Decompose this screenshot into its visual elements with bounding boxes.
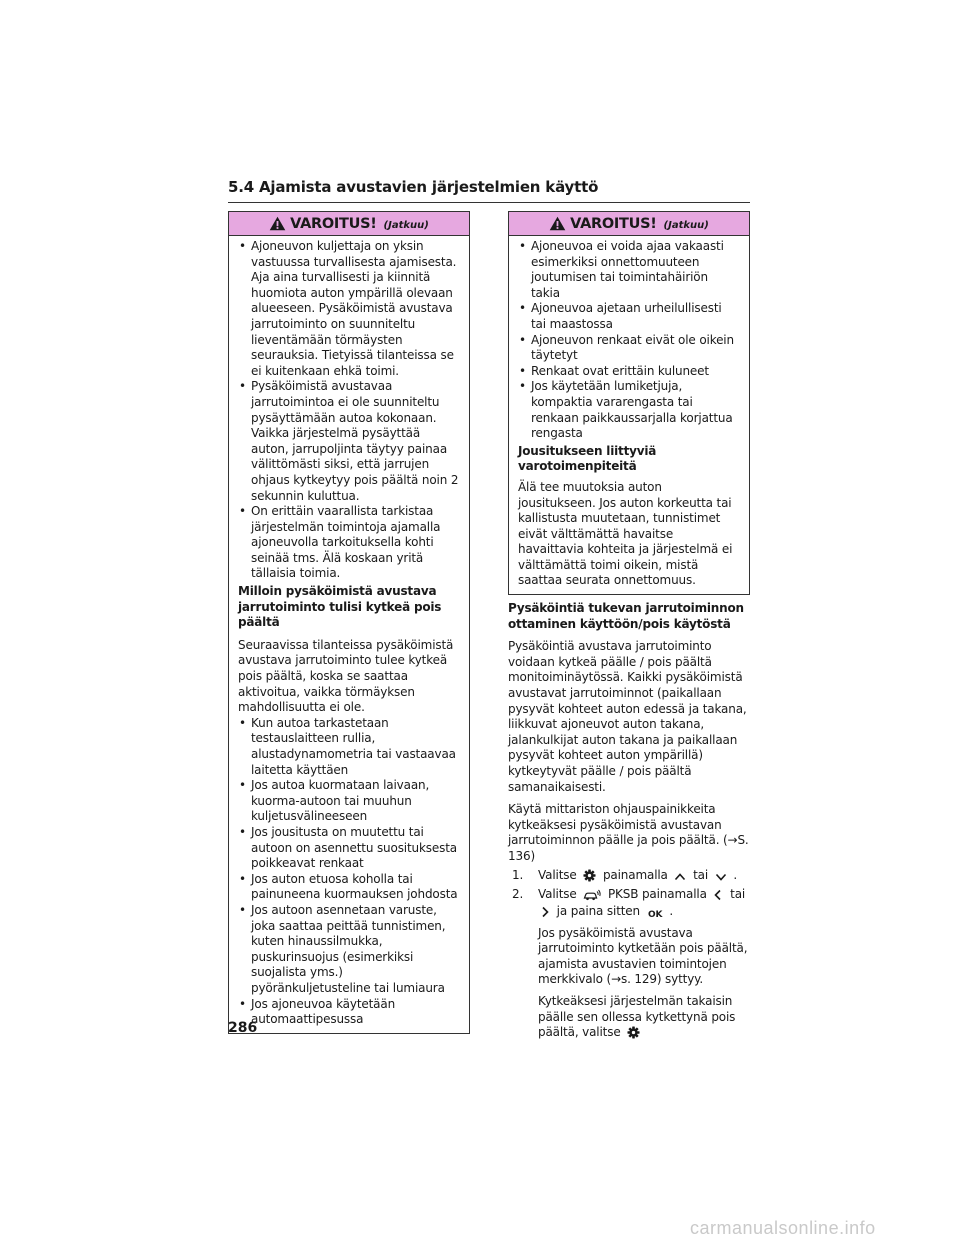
left-column (228, 211, 470, 1034)
gear-icon (627, 1026, 640, 1039)
svg-text:OK: OK (647, 909, 662, 918)
list-item: • Kun autoa tarkastetaan testauslaitteen rullia, alustadynamometria tai vastaavaa laitetta käyttäen (238, 716, 459, 778)
step-text: . (669, 903, 674, 918)
section-paragraph-2: Käytä mittariston ohjauspainikkeita kytkeäksesi pysäköimistä avustavan jarrutoiminnon päälle ja pois päältä. (→S. 136) (508, 802, 749, 863)
section-paragraph-1: Pysäköintiä avustava jarrutoiminto voidaan kytkeä päälle / pois päältä monitoiminäytössä. Kaikki pysäköimistä avustavat jarrutoiminnot (paikallaan pysyvät kohteet auton edessä ja takana, liikkuvat ajoneuvot auton takana, jalankulkijat auton takana ja paikallaan pysyvät kohteet auton ympärillä) kytkeytyvät päälle / pois päältä samanaikaisesti. (508, 639, 747, 794)
warning-bullets-right (518, 239, 739, 442)
step-text: tai (730, 886, 746, 901)
step-text: PKSB painamalla (607, 886, 707, 901)
step-number: 2. (512, 886, 524, 901)
warning-body-right (509, 236, 749, 594)
warning-box-right (508, 211, 750, 595)
paragraph-disable: Seuraavissa tilanteissa pysäköimistä avustava jarrutoiminto tulee kytkeä pois päältä, koska se saattaa aktivoitua, vaikka törmäyksen mahdollisuutta ei ole. (238, 637, 454, 715)
header-divider (228, 202, 750, 203)
step-2 (508, 886, 750, 920)
paragraph-suspension: Älä tee muutoksia auton jousitukseen. Jos auton korkeutta tai kallistusta muutetaan, tunnistimet eivät välttämättä havaitse havaittavia kohteita ja järjestelmä ei välttämättä toimi oikein, mistä saattaa seurata onnettomuus. (518, 479, 733, 588)
chevron-down-icon (715, 872, 727, 882)
warning-title: VAROITUS! (290, 215, 377, 232)
right-column (508, 211, 750, 1041)
step-text: Valitse (538, 886, 577, 901)
car-sensor-icon (583, 889, 601, 901)
step-2-note-1: Jos pysäköimistä avustava jarrutoiminto kytketään pois päältä, ajamista avustavien toimintojen merkkivalo (→s. 129) syttyy. (538, 925, 748, 987)
watermark: carmanualsonline.info (690, 1218, 876, 1238)
situations-list (238, 716, 459, 1028)
list-item: • Pysäköimistä avustavaa jarrutoimintoa ei ole suunniteltu pysäyttämään autoa kokonaan. Vaikka järjestelmä pysäyttää auton, jarrupoljinta täytyy painaa välittömästi siksi, että jarrujen ohjaus kytkeytyy pois päältä noin 2 sekunnin kuluttua. (238, 379, 459, 504)
warning-continued: (Jatkuu) (663, 219, 709, 231)
ok-button-icon (647, 908, 663, 918)
step-text: tai (693, 867, 709, 882)
step-text: Kytkeäksesi järjestelmän takaisin päälle sen ollessa kytkettynä pois päältä, valitse (538, 993, 736, 1040)
list-item: • Ajoneuvon renkaat eivät ole oikein täytetyt (518, 333, 739, 364)
list-item: • Jos ajoneuvoa käytetään automaattipesussa (238, 997, 459, 1028)
list-item: • Jos käytetään lumiketjuja, kompaktia vararengasta tai renkaan paikkaussarjalla korjattua rengasta (518, 379, 739, 441)
list-item: • Jos autoon asennetaan varuste, joka saattaa peittää tunnistimen, kuten hinaussilmukka, puskurinsuojus (esimerkiksi suojalista yms.) pyöränkuljetusteline tai lumiaura (238, 903, 459, 997)
list-item: • Jos autoa kuormataan laivaan, kuorma-autoon tai muuhun kuljetusvälineeseen (238, 778, 459, 825)
list-item: • Ajoneuvoa ajetaan urheilullisesti tai maastossa (518, 301, 739, 332)
step-2-note-2 (508, 994, 750, 1041)
warning-box-left (228, 211, 470, 1034)
warning-header-right (509, 212, 749, 236)
chevron-left-icon (713, 889, 723, 901)
list-item: • Ajoneuvoa ei voida ajaa vakaasti esimerkiksi onnettomuuteen joutumisen tai toimintahäiriön takia (518, 239, 739, 301)
step-number: 1. (512, 867, 524, 882)
subheading-suspension: Jousitukseen liittyviä varotoimenpiteitä (518, 443, 657, 474)
warning-continued: (Jatkuu) (383, 219, 429, 231)
gear-icon (583, 869, 596, 882)
step-text: ja paina sitten (556, 903, 640, 918)
step-1 (508, 867, 750, 884)
subheading-disable: Milloin pysäköimistä avustava jarrutoiminto tulisi kytkeä pois päältä (238, 584, 442, 630)
warning-body-left (229, 236, 469, 1033)
list-item: • Jos auton etuosa koholla tai painuneena kuormauksen johdosta (238, 872, 459, 903)
list-item: • Ajoneuvon kuljettaja on yksin vastuussa turvallisesta ajamisesta. Aja aina turvallisesti ja kiinnitä huomiota auton ympärillä olevaan alueeseen. Pysäköimistä avustava jarrutoiminto on suunniteltu lieventämään törmäysten seurauksia. Tietyissä tilanteissa se ei kuitenkaan ehkä toimi. (238, 239, 459, 379)
page-number: 286 (228, 1020, 258, 1036)
step-text: painamalla (602, 867, 668, 882)
warning-header-left (229, 212, 469, 236)
section-heading: Pysäköintiä tukevan jarrutoiminnon ottaminen käyttöön/pois käytöstä (508, 601, 744, 631)
list-item: • On erittäin vaarallista tarkistaa järjestelmän toimintoja ajamalla ajoneuvolla tarkoituksella kohti seinää tms. Älä koskaan yritä tällaisia toimia. (238, 504, 459, 582)
step-text: . (733, 867, 738, 882)
warning-triangle-icon (549, 216, 566, 231)
warning-bullets-left (238, 239, 459, 582)
list-item: • Renkaat ovat erittäin kuluneet (518, 364, 739, 380)
section-title: 5.4 Ajamista avustavien järjestelmien käyttö (228, 178, 599, 196)
warning-triangle-icon (269, 216, 286, 231)
chevron-up-icon (674, 872, 686, 882)
step-text: Valitse (538, 867, 577, 882)
enable-disable-section (508, 601, 750, 1041)
chevron-right-icon (540, 906, 550, 918)
warning-title: VAROITUS! (570, 215, 657, 232)
list-item: • Jos jousitusta on muutettu tai autoon on asennettu suosituksesta poikkeavat renkaat (238, 825, 459, 872)
